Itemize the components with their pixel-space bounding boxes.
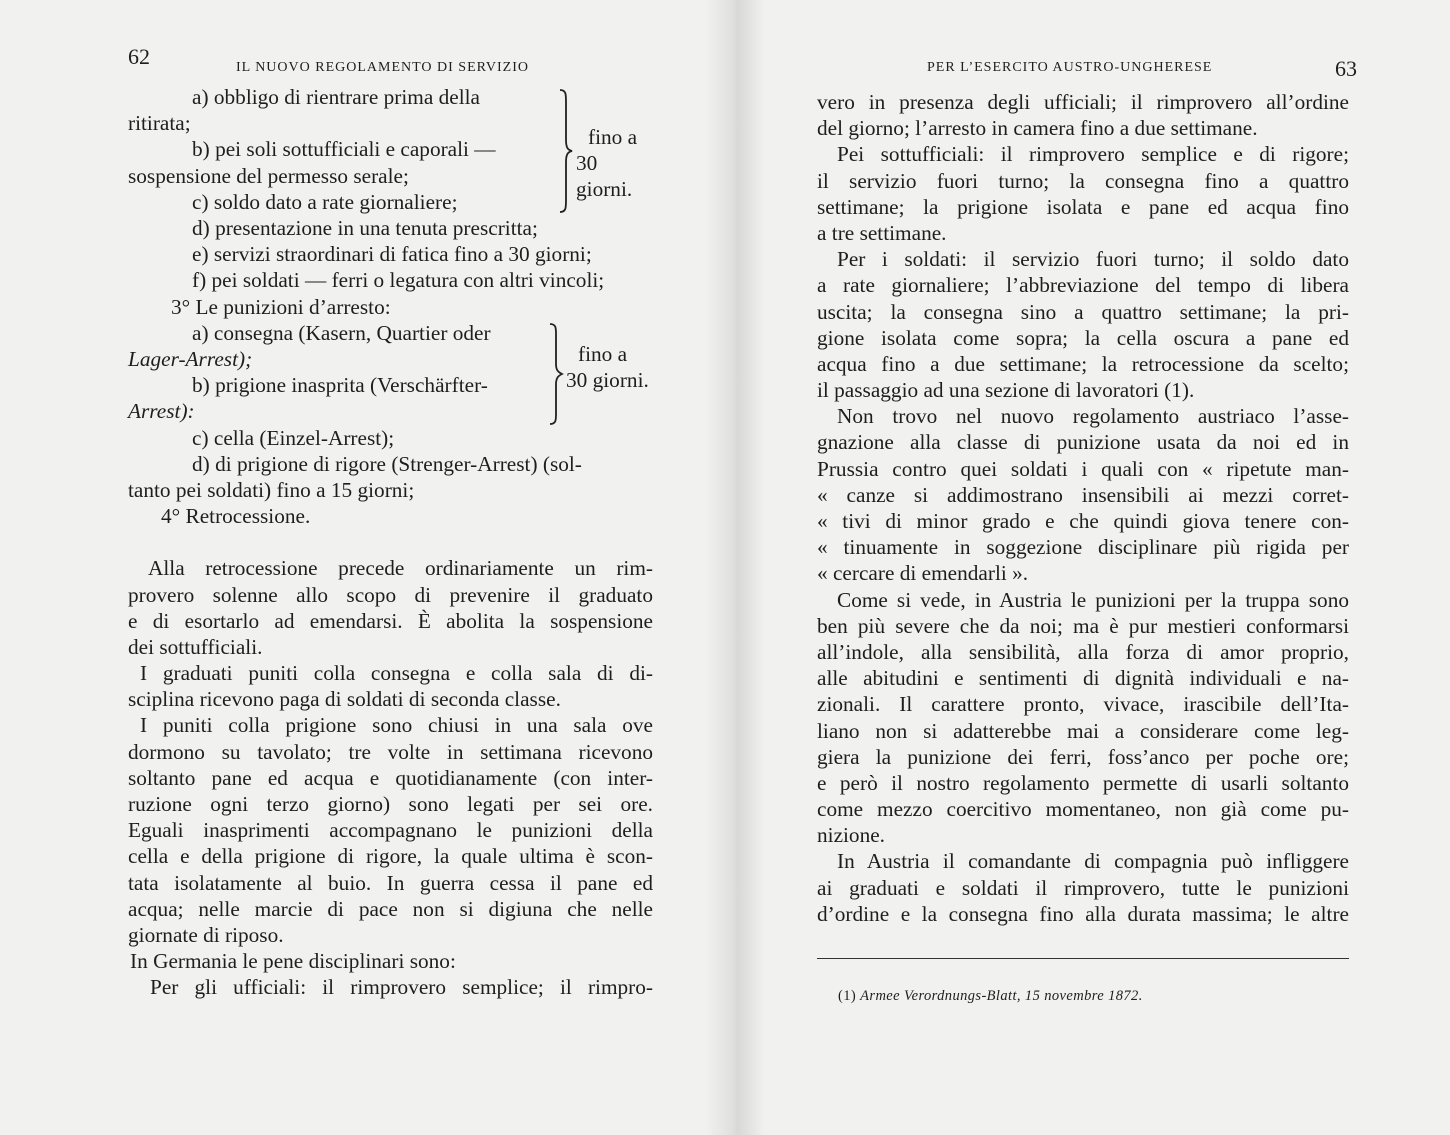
text-line: I graduati puniti colla consegna e colla sala di di- [140, 661, 653, 686]
text-line: f) pei soldati — ferri o legatura con altri vincoli; [192, 268, 605, 293]
paragraph [128, 660, 653, 712]
text-line: il servizio fuori turno; la consegna fino a quattro [817, 168, 1349, 193]
text-line: c) soldo dato a rate giornaliere; [192, 189, 458, 214]
text-line: « tinuamente in soggezione disciplinare più rigida per [817, 535, 1349, 560]
text-line: giornate di riposo. [128, 922, 284, 947]
right-page-body [817, 89, 1349, 927]
paragraph [817, 403, 1349, 586]
text-line: c) cella (Einzel-Arrest); [192, 425, 395, 450]
text-line: In Austria il comandante di compagnia può infliggere [837, 849, 1349, 874]
text-line: sospensione del permesso serale; [128, 163, 409, 188]
brace-note-line: 30 giorni. [576, 151, 633, 201]
text-line: ruzione ogni terzo giorno) sono legati per sei ore. [128, 792, 653, 816]
right-page-number: 63 [1335, 56, 1357, 81]
right-page-header [817, 48, 1357, 81]
right-running-head: PER L’ESERCITO AUSTRO-UNGHERESE [927, 60, 1213, 75]
text-line: Lager-Arrest); [128, 346, 253, 371]
text-line: « tivi di minor grado e che quindi giova tenere con- [817, 509, 1349, 533]
text-line: dei sottufficiali. [128, 634, 263, 659]
left-page-body [128, 84, 653, 1001]
text-line: e però il nostro regolamento permette di usarli soltanto [817, 770, 1349, 795]
bracket-group-2 [128, 320, 653, 451]
text-line: a rate giornaliere; l’abbreviazione del tempo di libera [817, 273, 1349, 298]
text-line: tata isolatamente al buio. In guerra cessa il pane ed [128, 870, 653, 895]
curly-brace-icon [556, 88, 574, 214]
text-line: tanto pei soldati) fino a 15 giorni; [128, 477, 415, 502]
text-line: del giorno; l’arresto in camera fino a due settimane. [817, 116, 1258, 141]
text-line: all’indole, alla sensibilità, alla forza di amor proprio, [817, 639, 1349, 664]
text-line: alle abitudini e sentimenti di dignità individuali e na- [817, 666, 1349, 691]
text-line: ritirata; [128, 111, 191, 136]
text-line: vero in presenza degli ufficiali; il rimprovero all’ordine [817, 90, 1349, 114]
text-line: ben più severe che da noi; ma è pur mestieri conformarsi [817, 613, 1349, 638]
text-line: Arrest): [128, 399, 195, 424]
left-running-head: IL NUOVO REGOLAMENTO DI SERVIZIO [236, 60, 529, 75]
paragraph [128, 948, 653, 974]
paragraph [128, 974, 653, 1000]
text-line: Per gli ufficiali: il rimprovero semplice; il rimpro- [150, 975, 653, 1000]
text-line: cella e della prigione di rigore, la quale ultima è scon- [128, 844, 653, 869]
text-line: d’ordine e la consegna fino alla durata massima; le altre [817, 901, 1349, 926]
text-line: 3° Le punizioni d’arresto: [171, 294, 391, 319]
text-line: Come si vede, in Austria le punizioni per la truppa sono [837, 587, 1349, 612]
text-line: giera la punizione dei ferri, foss’anco per poche ore; [817, 744, 1349, 769]
spacer [128, 529, 653, 555]
paragraph [817, 246, 1349, 403]
brace-note [576, 124, 653, 202]
footnote-text: Armee Verordnungs-Blatt, 15 novembre 1872. [860, 988, 1143, 1004]
text-line: ai graduati e soldati il rimprovero, tutte le punizioni [817, 875, 1349, 900]
brace-note-line: fino a [588, 125, 638, 149]
text-line: e) servizi straordinari di fatica fino a 30 giorni; [192, 242, 592, 267]
text-line: acqua fino a due settimane; la retrocessione da scelto; [817, 351, 1349, 376]
text-line: Alla retrocessione precede ordinariamente un rim- [148, 556, 653, 581]
text-line: liano non si adatterebbe mai a considerare come leg- [817, 718, 1349, 743]
left-page-number: 62 [128, 44, 150, 69]
text-line: In Germania le pene disciplinari sono: [130, 949, 456, 974]
text-line: a) consegna (Kasern, Quartier oder [192, 320, 491, 345]
text-line: « canze si addimostrano insensibili ai mezzi corret- [817, 482, 1349, 507]
paragraph [128, 712, 653, 948]
text-line: sciplina ricevono paga di soldati di seconda classe. [128, 687, 561, 712]
text-line: Non trovo nel nuovo regolamento austriaco l’asse- [837, 404, 1349, 429]
text-line: gnazione alla classe di punizione usata da noi ed in [817, 430, 1349, 455]
text-line: a) obbligo di rientrare prima della [192, 85, 480, 109]
left-page-header [128, 44, 668, 78]
text-line: gione isolata come sopra; la cella oscura a pane ed [817, 325, 1349, 350]
paragraph [128, 555, 653, 660]
text-line: d) di prigione di rigore (Strenger-Arrest) (sol- [192, 451, 582, 476]
text-line: a tre settimane. [817, 220, 947, 245]
brace-note-line: 30 giorni. [566, 367, 649, 392]
text-line: come mezzo coercitivo momentaneo, non già come pu- [817, 797, 1349, 822]
text-line: il passaggio ad una sezione di lavoratori (1). [817, 378, 1195, 403]
text-line: Pei sottufficiali: il rimprovero semplice e di rigore; [837, 142, 1349, 167]
paragraph [817, 89, 1349, 141]
text-line: d) presentazione in una tenuta prescritta; [192, 216, 538, 240]
text-line: acqua; nelle marcie di pace non si digiuna che nelle [128, 896, 653, 921]
paragraph [817, 848, 1349, 927]
text-line: zionali. Il carattere pronto, vivace, irascibile dell’Ita- [817, 692, 1349, 717]
curly-brace-icon [546, 322, 564, 426]
text-line: soltanto pane ed acqua e quotidianamente (con inter- [128, 765, 653, 790]
paragraph [817, 141, 1349, 246]
footnote-number: (1) [838, 988, 857, 1004]
text-line: Per i soldati: il servizio fuori turno; il soldo dato [837, 247, 1349, 272]
text-line: uscita; la consegna sino a quattro settimane; la pri- [817, 299, 1349, 324]
right-page [725, 0, 1450, 1135]
text-line: provero solenne allo scopo di prevenire il graduato [128, 582, 653, 607]
text-line: dormono su tavolato; tre volte in settimana ricevono [128, 739, 653, 764]
footnote-divider [817, 958, 1349, 959]
brace-note-line: fino a [578, 341, 628, 366]
brace-note [566, 341, 649, 393]
text-line: b) pei soli sottufficiali e caporali — [192, 137, 496, 162]
text-line: e di esortarlo ad emendarsi. È abolita la sospensione [128, 608, 653, 633]
text-line: « cercare di emendarli ». [817, 561, 1029, 586]
text-line: settimane; la prigione isolata e pane ed acqua fino [817, 194, 1349, 219]
text-line: 4° Retrocessione. [161, 504, 311, 529]
text-line: Eguali inasprimenti accompagnano le punizioni della [128, 818, 653, 843]
footnote [838, 988, 1143, 1005]
text-line: I puniti colla prigione sono chiusi in una sala ove [140, 713, 653, 738]
text-line: Prussia contro quei soldati i quali con « ripetute man- [817, 456, 1349, 481]
text-line: b) prigione inasprita (Verschärfter- [192, 373, 488, 398]
paragraph [817, 587, 1349, 849]
bracket-group-1 [128, 84, 653, 215]
text-line: nizione. [817, 823, 886, 848]
